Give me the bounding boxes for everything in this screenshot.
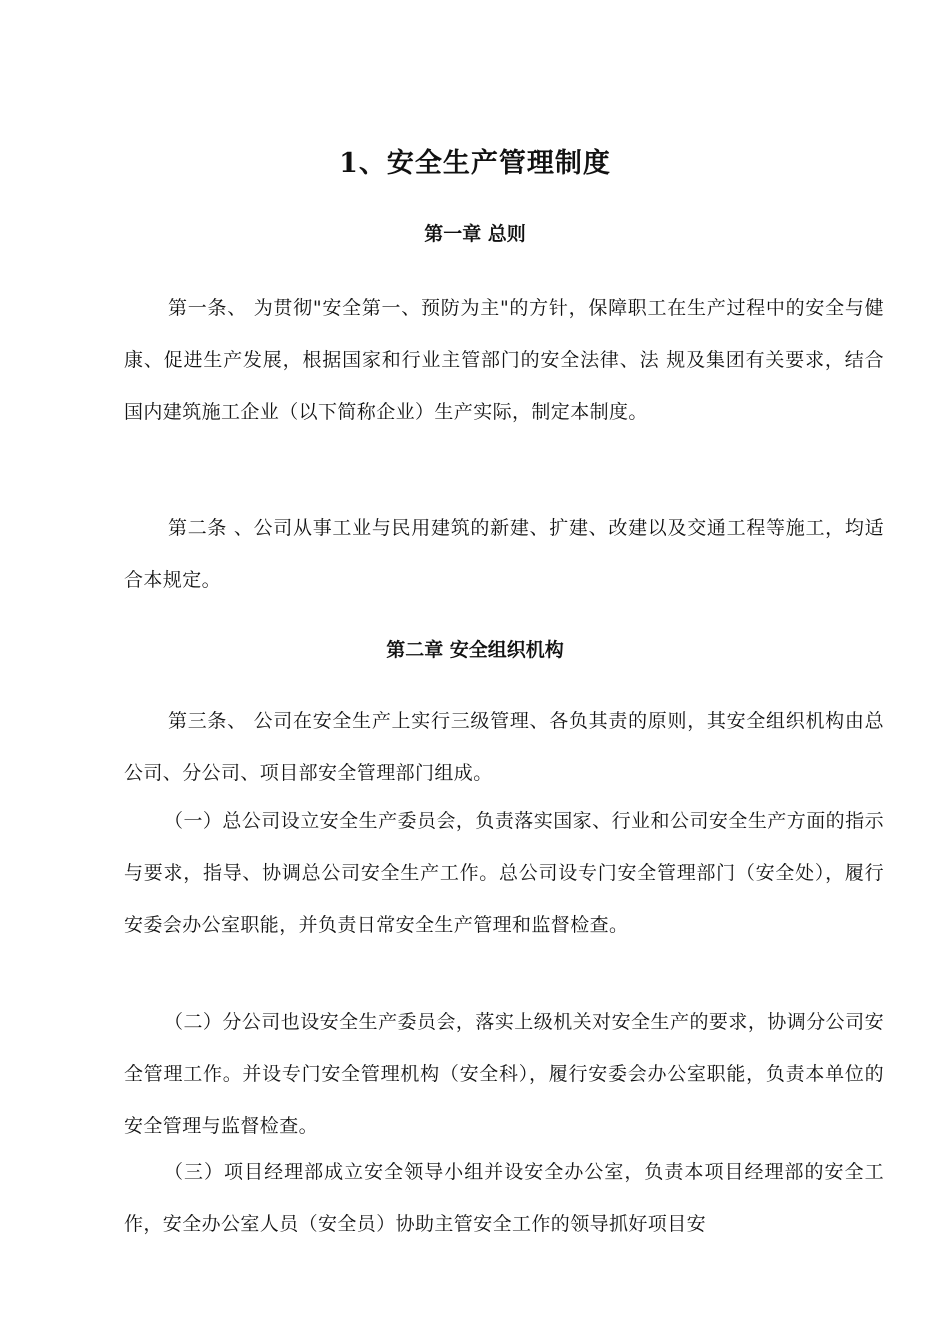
document-title: 1、安全生产管理制度 [339,148,611,179]
clause-1-paragraph: （一）总公司设立安全生产委员会，负责落实国家、行业和公司安全生产方面的指示与要求，指导、协调总公司安全生产工作。总公司设专门安全管理部门（安全处），履行安委会办公室职能，并负责日常安全生产管理和监督检查。 [124,810,884,936]
clause-2-paragraph: （二）分公司也设安全生产委员会，落实上级机关对安全生产的要求，协调分公司安全管理工作。并设专门安全管理机构（安全科），履行安委会办公室职能，负责本单位的安全管理与监督检查。 [124,1011,884,1137]
chapter-heading-2: 第二章 安全组织机构 [386,639,564,661]
chapter-heading-1: 第一章 总则 [424,223,526,245]
article-2-paragraph: 第二条 、公司从事工业与民用建筑的新建、扩建、改建以及交通工程等施工，均适合本规定。 [124,517,884,591]
article-3-paragraph: 第三条、 公司在安全生产上实行三级管理、各负其责的原则，其安全组织机构由总公司、分公司、项目部安全管理部门组成。 [124,710,884,784]
article-1-paragraph: 第一条、 为贯彻"安全第一、预防为主"的方针，保障职工在生产过程中的安全与健康、促进生产发展，根据国家和行业主管部门的安全法律、法 规及集团有关要求，结合国内建筑施工企业（以下简称企业）生产实际，制定本制度。 [124,297,884,423]
clause-3-paragraph: （三）项目经理部成立安全领导小组并设安全办公室，负责本项目经理部的安全工作，安全办公室人员（安全员）协助主管安全工作的领导抓好项目安 [124,1161,884,1235]
